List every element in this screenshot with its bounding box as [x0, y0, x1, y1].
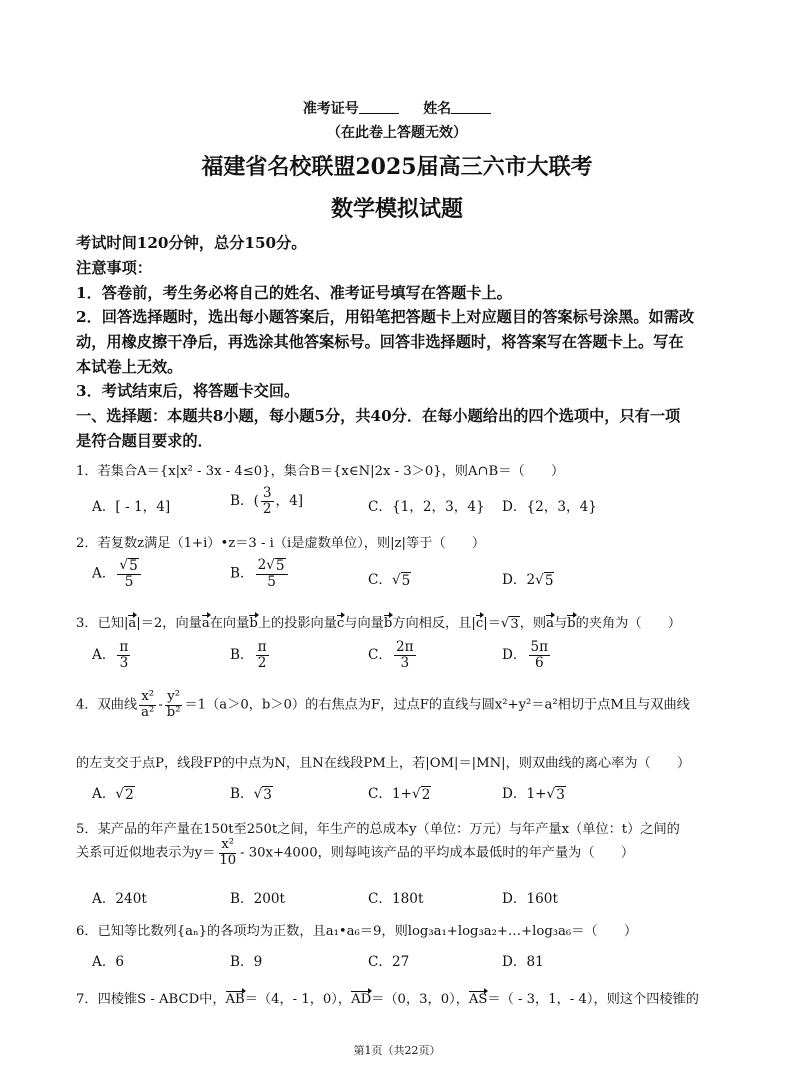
q3-option-c: C． $\frac{2\pi}{3}$: [368, 639, 414, 671]
q4-option-b: B．√ 3: [230, 786, 272, 803]
q5-option-a: A．240t: [92, 891, 147, 907]
q3-option-d: D． $\frac{5\pi}{6}$: [502, 639, 549, 671]
question-3-stem: 3．已知|a|＝2，向量a在向量b上的投影向量c与向量b方向相反，且|c|＝√ 3 ，则a与b的夹角为（ ）: [76, 616, 682, 632]
exam-info: 考试时间120分钟，总分150分。: [76, 234, 307, 252]
q6-option-c: C．27: [368, 954, 410, 970]
q6-option-b: B．9: [230, 954, 263, 970]
question-7-stem: 7．四棱锥S - ABCD中，AB＝（4，- 1，0），AD＝（0，3，0），AS＝（ - 3，1，- 4），则这个四棱锥的: [76, 992, 699, 1007]
notice-item: 3．考试结束后，将答题卡交回。: [76, 382, 300, 400]
question-2-stem: 2．若复数z满足（1+i）•z＝3 - i（i是虚数单位），则|z|等于（ ）: [76, 536, 486, 551]
exam-id-blank: [359, 101, 399, 114]
section-heading: 一、选择题：本题共8小题，每小题5分，共40分．在每小题给出的四个选项中，只有一项: [76, 407, 681, 425]
q2-option-a: A． √ 5 5: [92, 558, 143, 590]
q1-option-c: C．{1，2，3，4}: [368, 499, 485, 515]
notice-item: 2．回答选择题时，选出每小题答案后，用铅笔把答题卡上对应题目的答案标号涂黑。如需改: [76, 308, 695, 326]
q3-option-a: A． $\frac{\pi}{3}$: [92, 639, 129, 671]
question-1-stem: 1．若集合A＝{x|x² - 3x - 4≤0}，集合B＝{x∈N|2x - 3＞0}，则A∩B＝（ ）: [76, 464, 565, 479]
q6-option-a: A．6: [92, 954, 125, 970]
q4-option-c: C．1+√ 2: [368, 786, 431, 803]
page-footer: 第1页（共22页）: [353, 1044, 441, 1057]
exam-subtitle: 数学模拟试题: [330, 196, 463, 222]
q5-option-b: B．200t: [230, 891, 285, 907]
question-5-stem-line2: 关系可近似地表示为y＝ $\frac{\text{x²}}{10}$ - 30x+4000，则每吨该产品的平均成本最低时的年产量为（ ）: [76, 837, 635, 868]
question-6-stem: 6．已知等比数列{aₙ}的各项均为正数，且a₁•a₆＝9，则log₃a₁+log₃a₂+…+log₃a₆＝（ ）: [76, 924, 638, 939]
question-5-stem: 5．某产品的年产量在150t至250t之间，年生产的总成本y（单位：万元）与年产量x（单位：t）之间的: [76, 822, 680, 837]
q2-option-b: B． 2√ 5 5: [230, 558, 290, 590]
exam-title: 福建省名校联盟2025届高三六市大联考: [201, 154, 593, 180]
notice-title: 注意事项：: [76, 259, 152, 277]
notice-item: 1．答卷前，考生务必将自己的姓名、准考证号填写在答题卡上。: [76, 284, 512, 302]
name-label: 姓名: [423, 101, 452, 117]
q1-option-b: B．( $\frac{3}{2}$ ，4]: [230, 485, 304, 517]
notice-item: 动，用橡皮擦干净后，再选涂其他答案标号。回答非选择题时，将答案写在答题卡上。写在: [76, 333, 684, 351]
q2-option-c: C．√ 5: [368, 572, 411, 589]
candidate-info: [0, 98, 794, 118]
name-blank: [451, 101, 491, 114]
q5-option-c: C．180t: [368, 891, 424, 907]
q4-option-d: D．1+√ 3: [502, 786, 565, 803]
question-4-stem-line2: 的左支交于点P，线段FP的中点为N，且N在线段PM上，若|OM|＝|MN|，则双曲线的离心率为（ ）: [76, 756, 691, 771]
q6-option-d: D．81: [502, 954, 544, 970]
no-answer-note: （在此卷上答题无效）: [327, 125, 467, 141]
question-4-stem: 4．双曲线 $\frac{\text{x²}}{\text{a²}}$ - $\frac{\text{y²}}{\text{b²}}$ ＝1（a＞0，b＞0）的右焦点为F，过点F的直线与圆x²+y²＝a²相切于点M且与双曲线: [76, 689, 690, 720]
q3-option-b: B． $\frac{\pi}{2}$: [230, 639, 267, 671]
q5-option-d: D．160t: [502, 891, 558, 907]
section-heading: 是符合题目要求的．: [76, 432, 213, 450]
notice-item: 本试卷上无效。: [76, 358, 183, 376]
q1-option-a: A．[ - 1，4]: [92, 499, 171, 515]
q2-option-d: D．2√ 5: [502, 572, 554, 589]
q1-option-d: D．{2，3，4}: [502, 499, 597, 515]
exam-id-label: 准考证号: [302, 101, 359, 117]
q4-option-a: A．√ 2: [92, 786, 134, 803]
